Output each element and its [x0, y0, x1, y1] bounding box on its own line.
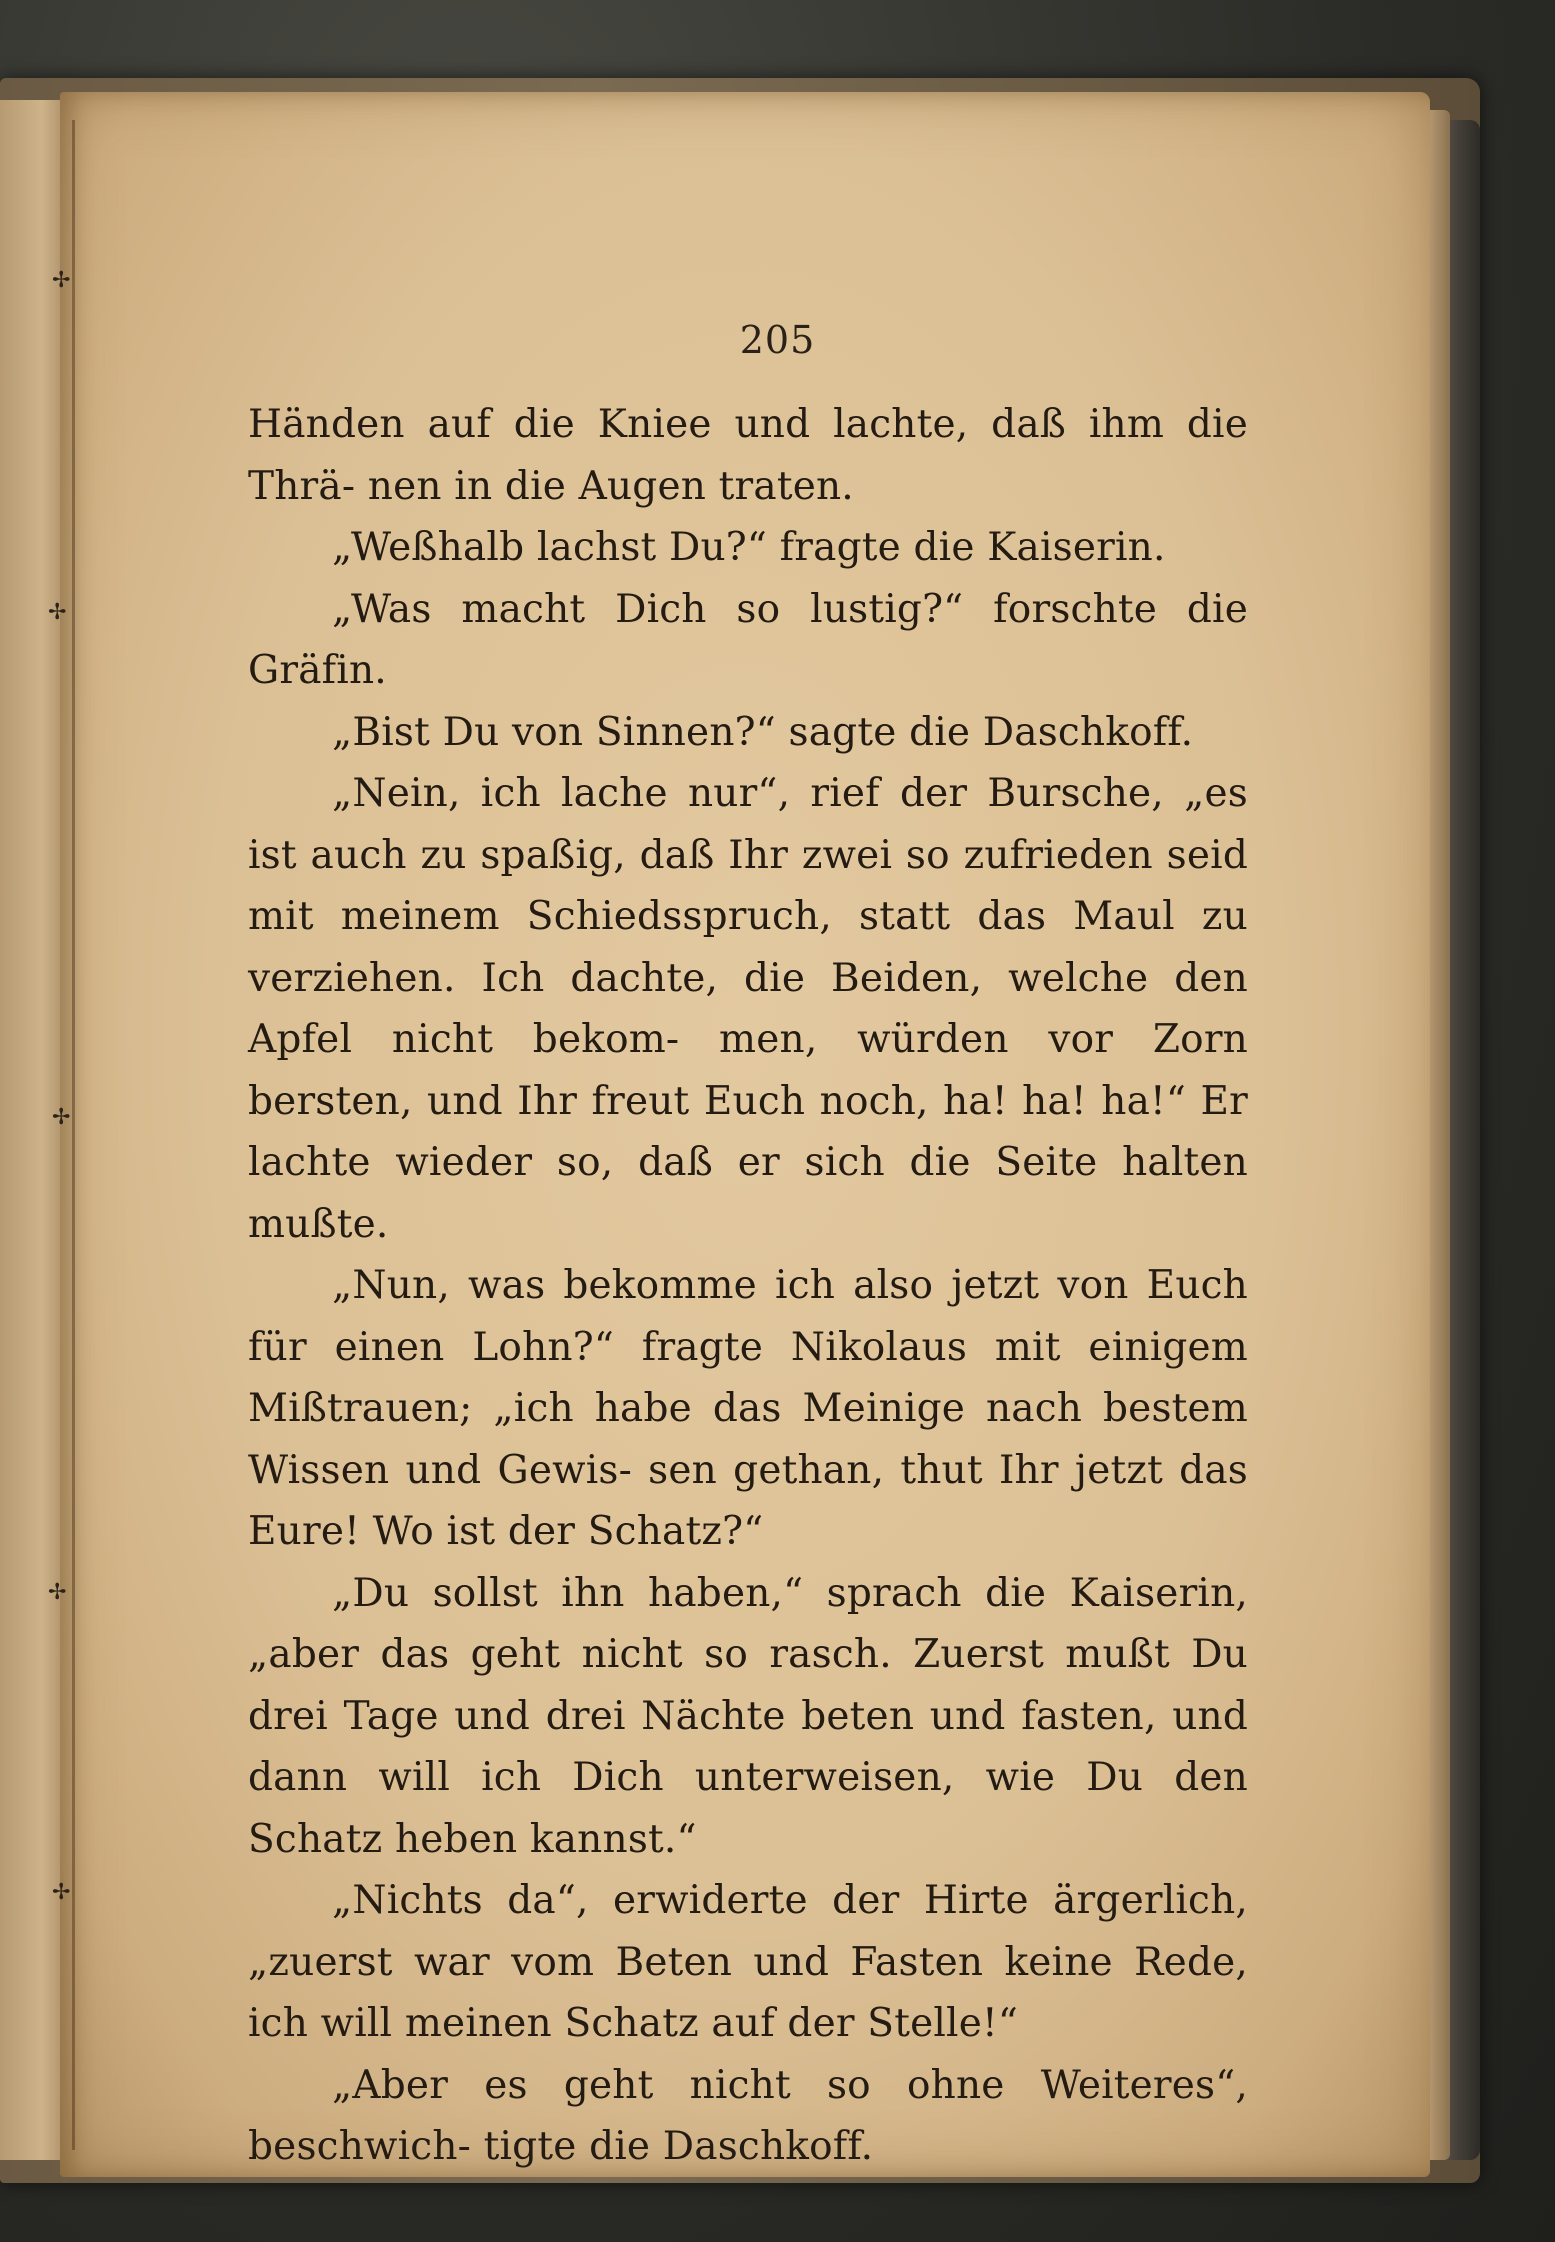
gutter-line	[72, 120, 75, 2150]
paragraph: Händen auf die Kniee und lachte, daß ihm die Thrä- nen in die Augen traten.	[248, 402, 1248, 509]
paragraph: „Du sollst ihn haben,“ sprach die Kaiserin, „aber das geht nicht so rasch. Zuerst mußt Du drei Tage und drei Nächte beten und fasten, und dann will ich Dich unterweisen, wie Du den Schatz heben kannst.“	[248, 1570, 1248, 1862]
paragraph: „Nun, was bekomme ich also jetzt von Euch für einen Lohn?“ fragte Nikolaus mit einigem Mißtrauen; „ich habe das Meinige nach bestem Wissen und Gewis- sen gethan, thut Ihr jetzt das Eure! Wo ist der Schatz?“	[248, 1263, 1248, 1554]
paragraph: „Bist Du von Sinnen?“ sagte die Daschkoff.	[332, 709, 1194, 755]
page-number: 205	[739, 318, 816, 362]
paragraph: „Nichts da“, erwiderte der Hirte ärgerlich, „zuerst war vom Beten und Fasten keine Rede, ich will meinen Schatz auf der Stelle!“	[248, 1878, 1248, 2046]
margin-mark: ✢	[48, 1580, 67, 1605]
margin-mark: ✢	[52, 268, 71, 293]
body-text	[248, 394, 1248, 2178]
margin-mark: ✢	[52, 1105, 71, 1130]
margin-mark: ✢	[52, 1880, 71, 1905]
margin-mark: ✢	[48, 600, 67, 625]
paragraph: „Aber es geht nicht so ohne Weiteres“, beschwich- tigte die Daschkoff.	[248, 2062, 1248, 2169]
paragraph: „Nein, ich lache nur“, rief der Bursche, „es ist auch zu spaßig, daß Ihr zwei so zufrieden seid mit meinem Schiedsspruch, statt das Maul zu verziehen. Ich dachte, die Beiden, welche den Apfel nicht bekom- men, würden vor Zorn bersten, und Ihr freut Euch noch, ha! ha! ha!“ Er lachte wieder so, daß er sich die Seite halten mußte.	[248, 771, 1248, 1247]
paragraph: „Was macht Dich so lustig?“ forschte die Gräfin.	[248, 586, 1248, 693]
paragraph: „Weßhalb lachst Du?“ fragte die Kaiserin.	[332, 525, 1166, 570]
